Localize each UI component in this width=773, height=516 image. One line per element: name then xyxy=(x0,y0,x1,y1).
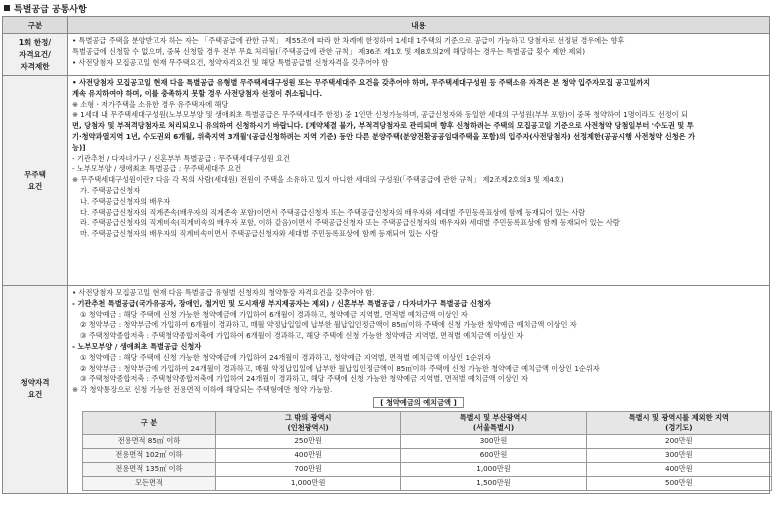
text-line: 면, 당첨자 및 부적격당첨자로 처리되오니 유의하여 신청하시기 바랍니다. [계약체결 불가, 부적격당첨자로 관리되며 향후 신청하려는 주택의 모집공고일 기준으로 사전청약 당첨일부터 '수도권 및 투 xyxy=(72,121,694,131)
row-no-house xyxy=(3,76,770,286)
table-row: 모든면적 1,000만원 1,500만원 500만원 xyxy=(83,476,772,490)
text-line: - 기관추천 / 다자녀가구 / 신혼부부 특별공급 : 무주택세대구성원 요건 xyxy=(72,153,290,163)
section-title xyxy=(0,0,773,16)
square-bullet-icon xyxy=(4,5,10,11)
text-line: 라. 주택공급신청자의 직계비속(직계비속의 배우자 포함, 이하 같음)이면서 주택공급신청자 또는 주택공급신청자의 배우자와 세대별 주민등록표상에 함께 등재되어 있는 사람 xyxy=(80,218,620,228)
row-content-no-house xyxy=(68,76,770,286)
text-line: 가. 주택공급신청자 xyxy=(80,185,141,195)
deposit-header-row xyxy=(83,411,772,434)
text-line: • 사전당첨자 모집공고일 현재 다음 특별공급 유형별 신청자의 청약통장 자격요건을 갖추어야 함. xyxy=(72,288,375,297)
header-content: 내용 xyxy=(68,17,770,34)
text-line: ① 청약예금 : 해당 주택에 신청 가능한 청약예금에 가입하여 6개월이 경과하고, 청약예금 지역별, 면적별 예치금액 이상인 자 xyxy=(80,309,468,319)
text-line: 특별공급에 신청할 수 없으며, 중복 신청할 경우 전부 무효 처리됨(「주택공급에 관한 규칙」 제36조 제1호 및 제8호의2에 해당하는 경우는 특별공급 횟수 제한 제외) xyxy=(72,46,586,56)
text-line: 나. 주택공급신청자의 배우자 xyxy=(80,196,171,206)
deposit-header-cell: 구 분 xyxy=(83,411,216,434)
text-line: 계속 유지하여야 하며, 이를 충족하지 못할 경우 사전당첨자 선정이 취소됩니다. xyxy=(72,88,323,98)
deposit-header-cell: 특별시 및 부산광역시 (서울특별시) xyxy=(401,411,586,434)
text-line: - 노부모부양 / 생애최초 특별공급 신청자 xyxy=(72,341,202,351)
text-line: 능)] xyxy=(72,142,86,152)
text-line: 다. 주택공급신청자의 직계존속(배우자의 직계존속 포함)이면서 주택공급신청자 또는 주택공급신청자의 배우자와 세대별 주민등록표상에 함께 등재되어 있는 사람 xyxy=(80,207,586,217)
text-line: - 기관추천 특별공급(국가유공자, 장애인, 철거민 및 도시재생 부지제공자는 제외) / 신혼부부 특별공급 / 다자녀가구 특별공급 신청자 xyxy=(72,298,491,308)
common-requirements-table xyxy=(2,16,770,494)
text-line: ※ 무주택세대구성원이란? 다음 각 목의 사람(세대원) 전원이 주택을 소유하고 있지 아니한 세대의 구성원(「주택공급에 관한 규칙」 제2조제2호의3 및 제4호) xyxy=(72,175,564,185)
row-content-eligibility xyxy=(68,286,770,494)
deposit-table xyxy=(82,411,772,491)
table-row: 전용면적 85㎡ 이하 250만원 300만원 200만원 xyxy=(83,434,772,448)
text-line: • 특별공급 주택을 분양받고자 하는 자는 「주택공급에 관한 규칙」 제55조에 따라 한 차례에 한정하여 1세대 1주택의 기준으로 공급이 가능하고 당첨자로 선정된 경우에는 향후 xyxy=(72,36,625,45)
text-line: ※ 각 청약통장으로 신청 가능한 전용면적 이하에 해당되는 주택형에만 청약 가능함. xyxy=(72,385,333,395)
table-header-row xyxy=(3,17,770,34)
row-subscription-eligibility xyxy=(3,286,770,494)
section-title-text: 특별공급 공통사항 xyxy=(14,4,87,15)
text-line: ② 청약부금 : 청약부금에 가입하여 24개월이 경과하고, 매월 약정납입일에 납부한 월납입인정금액이 85㎡이하 주택에 신청 가능한 청약예금 예치금액 이상인 1순위자 xyxy=(80,363,600,373)
row-label-one-time: 1회 한정/ 자격요건/ 자격제한 xyxy=(3,34,68,76)
text-line: - 노부모부양 / 생애최초 특별공급 : 무주택세대주 요건 xyxy=(72,164,242,174)
text-line: ② 청약부금 : 청약부금에 가입하여 6개월이 경과하고, 매월 약정납입일에 납부한 월납입인정금액이 85㎡이하 주택에 신청 가능한 청약예금 예치금액 이상인 자 xyxy=(80,320,577,330)
text-line: • 사전당첨자 모집공고일 현재 다음 특별공급 유형별 무주택세대구성원 또는 무주택세대주 요건을 갖추어야 하며, 무주택세대구성원 등 주택소유 자격은 본 청약 입주자모집 공고일까지 xyxy=(72,78,651,87)
row-label-no-house: 무주택 요건 xyxy=(3,76,68,286)
row-label-eligibility: 청약자격 요건 xyxy=(3,286,68,494)
deposit-header-cell: 그 밖의 광역시 (인천광역시) xyxy=(216,411,401,434)
header-category: 구분 xyxy=(3,17,68,34)
text-line: ③ 주택청약종합저축 : 주택청약종합저축에 가입하여 6개월이 경과하고, 해당 주택에 신청 가능한 청약예금 지역별, 면적별 예치금액 이상인 자 xyxy=(80,331,524,341)
deposit-table-title: [ 청약예금의 예치금액 ] xyxy=(72,398,765,409)
text-line: ※ 소형ㆍ저가주택을 소유한 경우 유주택자에 해당 xyxy=(72,99,229,109)
row-one-time-limit xyxy=(3,34,770,76)
text-line: ※ 1세대 내 무주택세대구성원(노부모부양 및 생애최초 특별공급은 무주택세대주 한정) 중 1인만 신청가능하며, 공급신청자와 동일한 세대의 구성원(부부 포함)이 중복 청약하여 1명이라도 선정이 되 xyxy=(72,110,688,120)
text-line: ① 청약예금 : 해당 주택에 신청 가능한 청약예금에 가입하여 24개월이 경과하고, 청약예금 지역별, 면적별 예치금액 이상인 1순위자 xyxy=(80,352,491,362)
text-line: 마. 주택공급신청자의 배우자의 직계비속이면서 주택공급신청자와 세대별 주민등록표상에 함께 등재되어 있는 사람 xyxy=(80,229,439,239)
deposit-header-cell: 특별시 및 광역시를 제외한 지역 (경기도) xyxy=(586,411,771,434)
text-line: 기·청약과열지역 1년, 수도권외 6개월, 위축지역 3개월'(공급신청하려는 지역 기준) 동안 다른 분양주택(분양전환공공임대주택을 포함)의 입주자(사전당첨자) 선정제한(공공시행 사전청약 신청은 가 xyxy=(72,131,696,141)
text-line: ③ 주택청약종합저축 : 주택청약종합저축에 가입하여 24개월이 경과하고, 해당 주택에 신청 가능한 청약예금 지역별, 면적별 예치금액 이상인 자 xyxy=(80,374,528,384)
table-row: 전용면적 135㎡ 이하 700만원 1,000만원 400만원 xyxy=(83,462,772,476)
row-content-one-time xyxy=(68,34,770,76)
text-line: • 사전당첨자 모집공고일 현재 무주택요건, 청약자격요건 및 해당 특별공급별 신청자격을 갖추어야 함 xyxy=(72,57,389,67)
table-row: 전용면적 102㎡ 이하 400만원 600만원 300만원 xyxy=(83,448,772,462)
